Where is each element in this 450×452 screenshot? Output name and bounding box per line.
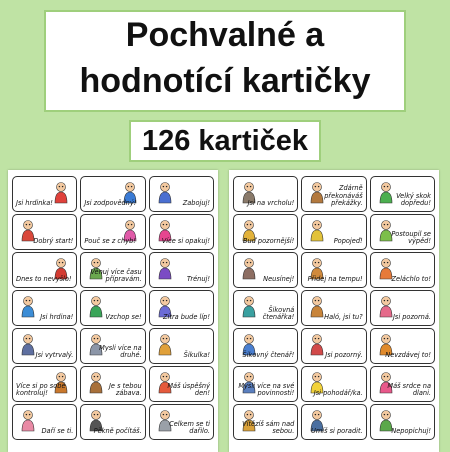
praise-card [233,176,298,212]
card-text: Jsi pozorná. [392,313,431,322]
card-text: Zítra bude líp! [163,313,210,322]
card-text: Jsi hrdinka! [16,199,53,208]
left-card-grid [12,176,214,452]
praise-card [233,290,298,326]
praise-card [370,366,435,402]
card-text: Více si po sobě kontroluj! [16,381,66,398]
card-count: 126 kartiček [141,125,309,157]
card-text: Jsi zodpovědný! [84,199,137,208]
card-text: Buď pozornější! [242,237,295,246]
card-text: Pěkně počítáš. [93,427,142,436]
praise-card [370,328,435,364]
praise-card [301,214,366,250]
card-text: Umíš si poradit. [311,427,363,436]
card-text: Více si opakuj! [161,237,210,246]
card-text: Jsi pohodář/ka. [313,389,363,398]
praise-card [301,404,366,440]
praise-card [149,328,214,364]
card-text: Mysli více na své povinnosti! [238,381,295,398]
praise-card [233,328,298,364]
card-text: Zeláchlo to! [391,275,431,284]
card-text: Je s tebou zábava. [108,381,142,398]
praise-card [80,290,145,326]
card-text: Věnuj více času přípravám. [90,267,142,284]
card-text: Daří se ti. [41,427,74,436]
praise-card [233,214,298,250]
praise-card [149,176,214,212]
praise-card [370,290,435,326]
title-box [44,10,406,112]
praise-card [80,366,145,402]
card-text: Šikovná čtenářka! [262,305,295,322]
card-text: Vzchop se! [105,313,142,322]
praise-card [370,252,435,288]
right-card-sheet [229,170,439,452]
card-text: Zdárně překonáváš překážky. [324,184,363,208]
praise-card [301,328,366,364]
praise-card [233,404,298,440]
count-box [129,120,321,162]
praise-card [12,290,77,326]
praise-card [149,404,214,440]
praise-card [80,404,145,440]
card-text: Jsi vytrvalý. [35,351,74,360]
praise-card [370,404,435,440]
praise-card [12,328,77,364]
praise-card [12,252,77,288]
praise-card [12,214,77,250]
praise-card [149,252,214,288]
card-text: Jsi pozorný. [325,351,363,360]
right-card-grid [233,176,435,452]
card-text: Jsi hrdina! [40,313,74,322]
card-text: Nevzdávej to! [385,351,431,360]
praise-card [301,176,366,212]
card-text: Mysli více na druhé. [99,343,142,360]
praise-card [370,214,435,250]
card-text: Jsi na vrcholu! [247,199,295,208]
praise-card [12,404,77,440]
card-text: Trénuj! [186,275,210,284]
card-text: Máš úspěšný den! [167,381,210,398]
card-text: Šikovný čtenář! [242,351,295,360]
title-line-1: Pochvalné a [125,16,325,54]
praise-card [149,214,214,250]
card-text: Velký skok dopředu! [396,191,431,208]
praise-card [80,214,145,250]
card-text: Pouč se z chyb! [84,237,136,246]
praise-card [80,176,145,212]
card-text: Nepopichuj! [391,427,431,436]
card-text: Vítězíš sám nad sebou. [242,419,295,436]
praise-card [80,252,145,288]
card-text: Neusínej! [263,275,295,284]
praise-card [149,366,214,402]
title-line-2: hodnotící kartičky [79,62,371,100]
praise-card [233,252,298,288]
card-text: Popojeď! [333,237,363,246]
praise-card [12,176,77,212]
card-text: Máš srdce na dlani. [387,381,431,398]
praise-card [233,366,298,402]
left-card-sheet [8,170,218,452]
praise-card [149,290,214,326]
praise-card [301,366,366,402]
praise-card [301,252,366,288]
card-text: Šikulka! [183,351,210,360]
praise-card [80,328,145,364]
card-text: Přidej na tempu! [307,275,363,284]
praise-card [301,290,366,326]
praise-card [370,176,435,212]
card-text: Celkem se ti dařilo. [169,419,210,436]
card-text: Zabojuj! [182,199,210,208]
card-text: Postoupil se výpěd! [391,229,431,246]
card-text: Dnes to nevyšlo! [16,275,72,284]
card-text: Haló, jsi tu? [324,313,363,322]
card-text: Dobrý start! [33,237,74,246]
praise-card [12,366,77,402]
